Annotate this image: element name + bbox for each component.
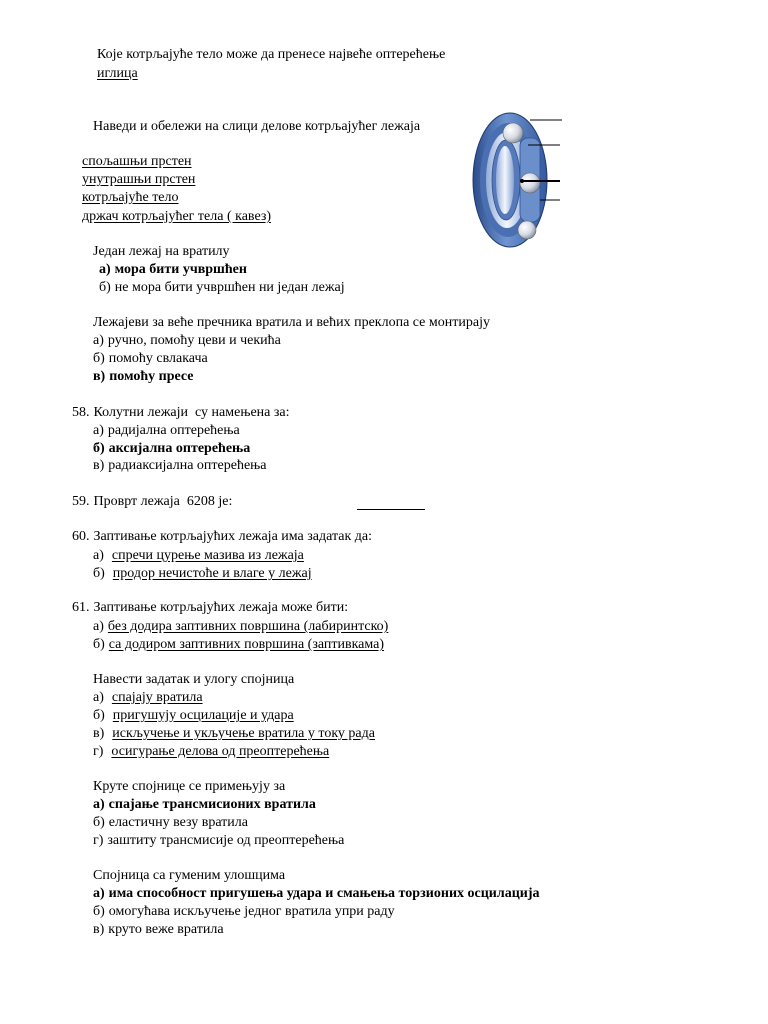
- option-row: [93, 725, 375, 743]
- rolling-body-answer: [97, 65, 138, 83]
- option-text: не мора бити учвршћен ни један лежај: [114, 280, 345, 295]
- rolling-body-prompt: [97, 46, 445, 64]
- option-marker: а): [93, 423, 104, 438]
- option-marker: б): [93, 637, 105, 652]
- option-marker: в): [93, 922, 105, 937]
- option-text: ручно, помоћу цеви и чекића: [107, 333, 281, 348]
- prompt-text: Један лежај на вратилу: [93, 244, 230, 259]
- option-marker: б): [93, 566, 105, 581]
- coupling-role-prompt: [93, 671, 294, 689]
- prompt-text: Лежајеви за веће пречника вратила и већих преклопа се монтирају: [93, 315, 490, 330]
- option-text: спајање трансмисионих вратила: [108, 797, 316, 812]
- option-text: пригушују осцилације и удара: [112, 708, 294, 723]
- option-text: без додира заптивних површина (лабиринтско): [107, 619, 389, 634]
- option-text: искључење и укључење вратила у току рада: [112, 726, 375, 741]
- shaft-bearing-prompt: [93, 243, 230, 261]
- option-marker: а): [93, 797, 105, 812]
- option-text: аксијална оптерећења: [108, 441, 251, 456]
- prompt-text: Заптивање котрљајућих лежаја може бити:: [93, 600, 349, 615]
- bearing-part-item: [82, 208, 271, 226]
- question-number: 60.: [72, 529, 90, 544]
- question-60-prompt: [72, 528, 372, 546]
- option-text: еластичну везу вратила: [108, 815, 248, 830]
- option-marker: б): [93, 904, 105, 919]
- bearing-part-item: [82, 189, 179, 207]
- label-pointer-dot: [520, 179, 524, 183]
- option-row: [99, 279, 345, 297]
- option-row: [93, 368, 194, 386]
- option-row: [93, 885, 540, 903]
- option-text: радиаксијална оптерећења: [108, 458, 267, 473]
- option-row: [93, 565, 312, 583]
- question-59-prompt: [72, 493, 232, 511]
- ball-bearing-figure: [470, 108, 566, 250]
- option-text: има способност пригушења удара и смањења торзионих осцилација: [108, 886, 540, 901]
- option-marker: а): [93, 619, 104, 634]
- question-number: 58.: [72, 405, 90, 420]
- option-row: [93, 440, 250, 458]
- answer-text: спољашњи прстен: [82, 154, 192, 169]
- option-row: [93, 332, 281, 350]
- option-row: [93, 350, 208, 368]
- option-text: мора бити учвршћен: [114, 262, 247, 277]
- option-marker: г): [93, 744, 104, 759]
- option-marker: в): [93, 369, 106, 384]
- option-marker: а): [93, 548, 104, 563]
- option-marker: а): [99, 262, 111, 277]
- option-row: [93, 689, 203, 707]
- prompt-text: Спојница са гуменим улошцима: [93, 868, 286, 883]
- question-58-prompt: [72, 404, 290, 422]
- option-marker: б): [93, 441, 105, 456]
- answer-text: држач котрљајућег тела ( кавез): [82, 209, 272, 224]
- question-61-prompt: [72, 599, 348, 617]
- option-marker: а): [93, 690, 104, 705]
- answer-text: иглица: [97, 66, 138, 81]
- option-text: омогућава искључење једног вратила упри раду: [108, 904, 395, 919]
- option-row: [93, 422, 240, 440]
- bearing-parts-prompt: [93, 118, 420, 136]
- option-text: круто веже вратила: [108, 922, 224, 937]
- option-row: [93, 832, 344, 850]
- question-number: 61.: [72, 600, 90, 615]
- answer-blank: [357, 509, 425, 510]
- option-marker: а): [93, 886, 105, 901]
- large-bearing-prompt: [93, 314, 490, 332]
- option-text: са додиром заптивних површина (заптивкама): [108, 637, 385, 652]
- option-marker: г): [93, 833, 104, 848]
- ball: [518, 221, 536, 239]
- option-marker: б): [93, 815, 105, 830]
- option-text: радијална оптерећења: [107, 423, 240, 438]
- option-text: спајају вратила: [111, 690, 203, 705]
- option-row: [93, 547, 304, 565]
- option-row: [93, 618, 388, 636]
- option-text: спречи цурење мазива из лежаја: [111, 548, 304, 563]
- option-row: [93, 796, 316, 814]
- option-text: помоћу свлакача: [108, 351, 208, 366]
- option-text: осигурање делова од преоптерећења: [111, 744, 330, 759]
- answer-text: котрљајуће тело: [82, 190, 179, 205]
- option-row: [93, 814, 248, 832]
- prompt-text: Заптивање котрљајућих лежаја има задатак да:: [93, 529, 373, 544]
- prompt-text: Проврт лежаја 6208 је:: [93, 494, 233, 509]
- bearing-part-item: [82, 153, 192, 171]
- ball: [520, 173, 540, 193]
- option-marker: в): [93, 458, 105, 473]
- option-marker: б): [99, 280, 111, 295]
- option-row: [93, 457, 267, 475]
- prompt-text: Које котрљајуће тело може да пренесе највеће оптерећење: [97, 47, 446, 62]
- prompt-text: Навести задатак и улогу спојница: [93, 672, 295, 687]
- option-marker: в): [93, 726, 105, 741]
- prompt-text: Круте спојнице се примењују за: [93, 779, 286, 794]
- bearing-part-item: [82, 171, 195, 189]
- option-marker: а): [93, 333, 104, 348]
- rubber-coupling-prompt: [93, 867, 285, 885]
- option-row: [93, 921, 224, 939]
- option-text: заштиту трансмисије од преоптерећења: [107, 833, 345, 848]
- option-marker: б): [93, 708, 105, 723]
- question-number: 59.: [72, 494, 90, 509]
- option-text: помоћу пресе: [109, 369, 194, 384]
- option-marker: б): [93, 351, 105, 366]
- option-row: [93, 903, 395, 921]
- prompt-text: Наведи и обележи на слици делове котрљајућег лежаја: [93, 119, 421, 134]
- ball: [503, 123, 523, 143]
- option-text: продор нечистоће и влаге у лежај: [112, 566, 312, 581]
- answer-text: унутрашњи прстен: [82, 172, 196, 187]
- rigid-couplings-prompt: [93, 778, 285, 796]
- option-row: [99, 261, 247, 279]
- option-row: [93, 743, 329, 761]
- bore: [496, 146, 514, 214]
- option-row: [93, 636, 384, 654]
- prompt-text: Колутни лежаји су намењена за:: [93, 405, 290, 420]
- option-row: [93, 707, 294, 725]
